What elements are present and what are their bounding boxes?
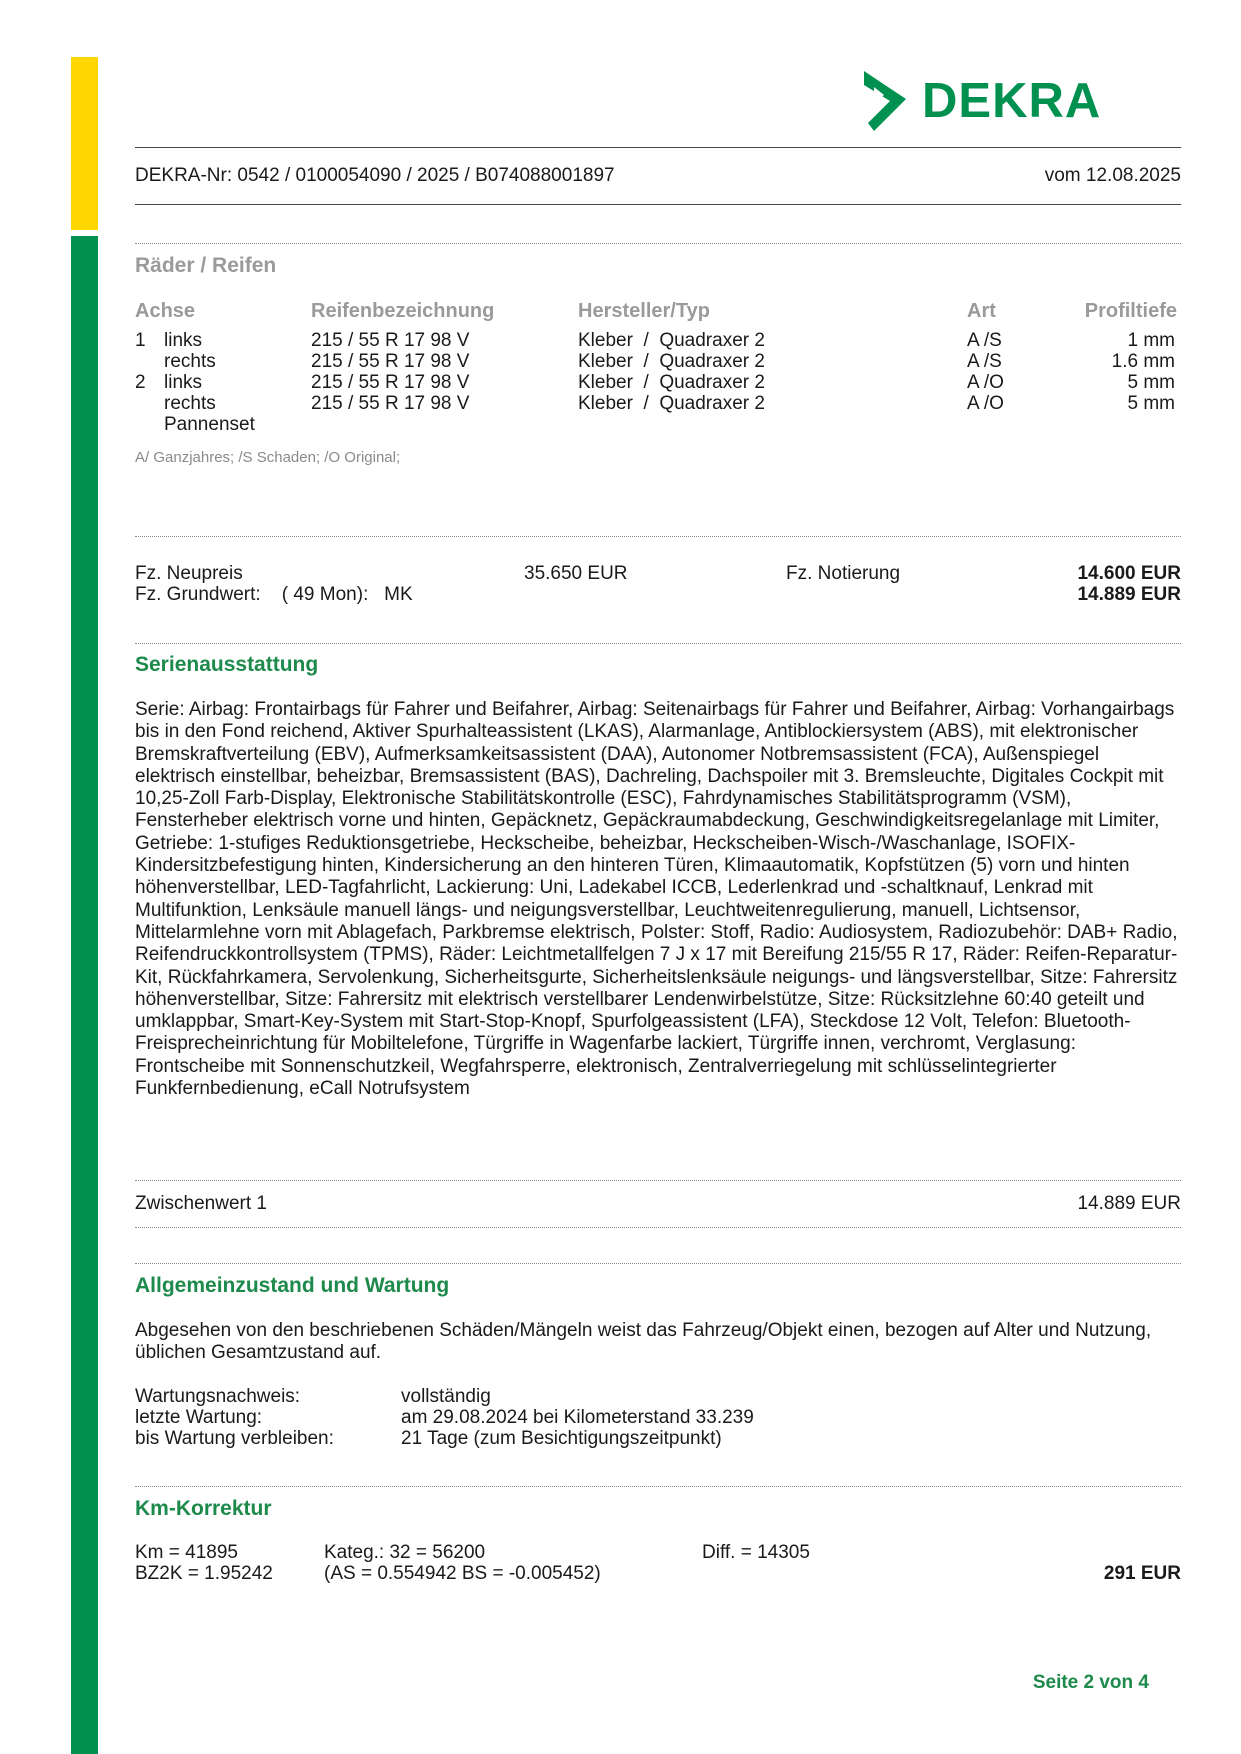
grundwert-value: 14.889 EUR <box>1077 584 1181 605</box>
tire-side: Pannenset <box>164 414 255 435</box>
tire-side: rechts <box>164 351 216 372</box>
section-divider <box>135 1486 1181 1487</box>
tire-axle: 1 <box>135 330 146 351</box>
allgemeinzustand-title: Allgemeinzustand und Wartung <box>135 1274 450 1297</box>
tire-axle: 2 <box>135 372 146 393</box>
neupreis-label: Fz. Neupreis <box>135 563 243 584</box>
notierung-value: 14.600 EUR <box>1077 563 1181 584</box>
km-korrektur-title: Km-Korrektur <box>135 1497 272 1520</box>
wartung-label: letzte Wartung: <box>135 1407 263 1428</box>
diff-value: Diff. = 14305 <box>702 1542 810 1563</box>
tire-depth: 1 mm <box>1127 330 1175 351</box>
tire-side: links <box>164 372 203 393</box>
dekra-logo-icon <box>860 69 912 133</box>
col-achse: Achse <box>135 300 196 322</box>
tires-title: Räder / Reifen <box>135 254 277 277</box>
wartung-value: 21 Tage (zum Besichtigungszeitpunkt) <box>401 1428 722 1449</box>
serienausstattung-title: Serienausstattung <box>135 653 319 676</box>
tires-legend: A/ Ganzjahres; /S Schaden; /O Original; <box>135 449 401 466</box>
notierung-label: Fz. Notierung <box>786 563 901 584</box>
zwischenwert-label: Zwischenwert 1 <box>135 1193 267 1214</box>
tire-manufacturer: Kleber / Quadraxer 2 <box>578 330 765 351</box>
tire-depth: 1.6 mm <box>1111 351 1175 372</box>
serienausstattung-text: Serie: Airbag: Frontairbags für Fahrer und Beifahrer, Airbag: Seitenairbags für Fahrer und Beifahrer, Airbag: Vorhangairbags bis in den Fond reichend, Aktiver Spurhalteassistent (LKAS), Alarmanlage, Antiblockiersystem (ABS), mit elektronischer Bremskraftverteilung (EBV), Aufmerksamkeitsassistent (DAA), Autonomer Notbremsassistent (FCA), Außenspiegel elektrisch einstellbar, beheizbar, Bremsassistent (BAS), Dachreling, Dachspoiler mit 3. Bremsleuchte, Digitales Cockpit mit 10,25-Zoll Farb-Display, Elektronische Stabilitätskontrolle (ESC), Fahrdynamisches Stabilitätsprogramm (VSM), Fensterheber elektrisch vorne und hinten, Gepäcknetz, Gepäckraumabdeckung, Geschwindigkeitsregelanlage mit Limiter, Getriebe: 1-stufiges Reduktionsgetriebe, Heckscheibe, beheizbar, Heckscheiben-Wisch-/Waschanlage, ISOFIX-Kindersitzbefestigung hinten, Kindersicherung an den hinteren Türen, Klimaautomatik, Kopfstützen (5) vorn und hinten höhenverstellbar, LED-Tagfahrlicht, Lackierung: Uni, Ladekabel ICCB, Lederlenkrad und -schaltknauf, Lenkrad mit Multifunktion, Lenksäule manuell längs- und neigungsverstellbar, Leuchtweitenregulierung, manuell, Lichtsensor, Mittelarmlehne vorn mit Ablagefach, Parkbremse elektrisch, Polster: Stoff, Radio: Audiosystem, Radiozubehör: DAB+ Radio, Reifendruckkontrollsystem (TPMS), Räder: Leichtmetallfelgen 7 J x 17 mit Bereifung 215/55 R 17, Räder: Reifen-Reparatur-Kit, Rückfahrkamera, Servolenkung, Sicherheitsgurte, Sicherheitslenksäule neigungs- und längsverstellbar, Sitze: Fahrersitz höhenverstellbar, Sitze: Fahrersitz mit elektrisch verstellbarer Lendenwirbelstütze, Sitze: Rücksitzlehne 60:40 geteilt und umklappbar, Smart-Key-System mit Start-Stop-Knopf, Spurfolgeassistent (LFA), Steckdose 12 Volt, Telefon: Bluetooth-Freisprecheinrichtung für Mobiltelefone, Türgriffe in Wagenfarbe lackiert, Türgriffe innen, verchromt, Verglasung: Frontscheibe mit Sonnenschutzkeil, Wegfahrsperre, elektronisch, Zentralverriegelung mit schlüsselintegrierter Funkfernbedienung, eCall Notrufsystem <box>135 699 1178 1100</box>
tire-type: A /S <box>967 330 1002 351</box>
section-divider <box>135 1263 1181 1264</box>
tire-designation: 215 / 55 R 17 98 V <box>311 351 470 372</box>
side-stripe-yellow <box>71 57 98 230</box>
tire-designation: 215 / 55 R 17 98 V <box>311 372 470 393</box>
zwischenwert-value: 14.889 EUR <box>1077 1193 1181 1214</box>
col-profiltiefe: Profiltiefe <box>1084 300 1177 322</box>
km-korrektur-amount: 291 EUR <box>1103 1563 1181 1584</box>
section-divider <box>135 1180 1181 1181</box>
tire-manufacturer: Kleber / Quadraxer 2 <box>578 351 765 372</box>
section-divider <box>135 243 1181 244</box>
tire-type: A /S <box>967 351 1002 372</box>
section-divider <box>135 536 1181 537</box>
allgemeinzustand-text: Abgesehen von den beschriebenen Schäden/Mängeln weist das Fahrzeug/Objekt einen, bezogen auf Alter und Nutzung, üblichen Gesamtzustand auf. <box>135 1320 1152 1364</box>
tire-depth: 5 mm <box>1127 393 1175 414</box>
col-art: Art <box>967 300 996 322</box>
tire-designation: 215 / 55 R 17 98 V <box>311 330 470 351</box>
tire-type: A /O <box>967 393 1004 414</box>
tire-manufacturer: Kleber / Quadraxer 2 <box>578 372 765 393</box>
tire-type: A /O <box>967 372 1004 393</box>
report-date: vom 12.08.2025 <box>1044 165 1181 186</box>
as-bs-value: (AS = 0.554942 BS = -0.005452) <box>324 1563 601 1584</box>
neupreis-value: 35.650 EUR <box>524 563 628 584</box>
side-stripe-green <box>71 236 98 1754</box>
wartung-value: vollständig <box>401 1386 491 1407</box>
kateg-value: Kateg.: 32 = 56200 <box>324 1542 486 1563</box>
bz2k-value: BZ2K = 1.95242 <box>135 1563 273 1584</box>
header-top-rule <box>135 147 1181 148</box>
page-number: Seite 2 von 4 <box>1032 1672 1149 1693</box>
section-divider <box>135 643 1181 644</box>
tire-designation: 215 / 55 R 17 98 V <box>311 393 470 414</box>
col-hersteller: Hersteller/Typ <box>578 300 710 322</box>
dekra-logo <box>860 68 1101 134</box>
wartung-label: bis Wartung verbleiben: <box>135 1428 334 1449</box>
tire-depth: 5 mm <box>1127 372 1175 393</box>
wartung-value: am 29.08.2024 bei Kilometerstand 33.239 <box>401 1407 754 1428</box>
tire-side: rechts <box>164 393 216 414</box>
col-reifenbezeichnung: Reifenbezeichnung <box>311 300 495 322</box>
section-divider <box>135 1227 1181 1228</box>
km-value: Km = 41895 <box>135 1542 238 1563</box>
wartung-label: Wartungsnachweis: <box>135 1386 301 1407</box>
dekra-logo-text: DEKRA <box>922 73 1102 128</box>
dekra-number: DEKRA-Nr: 0542 / 0100054090 / 2025 / B074088001897 <box>135 165 615 186</box>
tire-manufacturer: Kleber / Quadraxer 2 <box>578 393 765 414</box>
header-bottom-rule <box>135 204 1181 205</box>
tire-side: links <box>164 330 203 351</box>
grundwert-label: Fz. Grundwert: ( 49 Mon): MK <box>135 584 413 605</box>
